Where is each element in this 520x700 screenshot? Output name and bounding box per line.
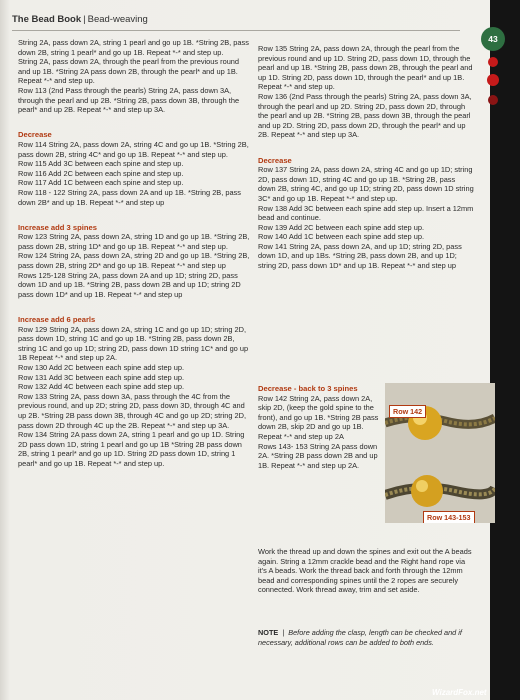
book-title: The Bead Book (12, 14, 82, 25)
row-136: Row 136 (2nd Pass through the pearls) String 2A, pass down 3A, through the pearl and up 2D. String 2D, pass down 2D, through the pearl and up 2B. *String 2B, pass down 3B, through the pearl and up 2D. String 2D, pass down 2D, through the pearl* and up 2B. Repeat *-* and step up 3A. (258, 91, 472, 140)
row-138: Row 138 Add 3C between each spine add step up. Insert a 12mm bead and continue. (258, 203, 474, 223)
row-134: Row 134 String 2A pass down 2A, string 1 pearl and go up 1D. String 2D pass down 1D, string 1 pearl and go up 1B *String 2B pass down 2B, string 1 pearl* and go up 1D. String 2D pass down 1D, string 1 pearl* and go up 1B. Repeat *-* and step up. (18, 430, 245, 468)
caption-row-143-153: Row 143-153 (423, 511, 475, 523)
row-131: Row 131 Add 3C between each spine add step up. (18, 372, 184, 382)
heading-increase-3: Increase add 3 spines (18, 222, 97, 232)
row-137: Row 137 String 2A, pass down 2A, string 4C and go up 1D; string 2D, pass down 1D, string 4C and go up 1B. *String 2B, pass down 2B, string 4C, and go up 1D; string 2D, pass down 1D string 3C* and go up 1B. Repeat *-* and step up. (258, 165, 474, 203)
note-text: Before adding the clasp, length can be checked and if necessary, additional rows can be added to both ends. (258, 628, 462, 647)
running-header (12, 14, 148, 25)
chapter-title: Bead-weaving (87, 14, 148, 25)
row-115: Row 115 Add 3C between each spine and step up. (18, 159, 184, 169)
beadwork-illustration (385, 383, 495, 523)
row-116: Row 116 Add 2C between each spine and step up. (18, 168, 184, 178)
caption-row-142: Row 142 (389, 405, 426, 418)
note-box: NOTE | Before adding the clasp, length can be checked and if necessary, additional rows can be added to both ends. (258, 628, 462, 647)
right-column-top (258, 44, 474, 271)
right-column-narrow (258, 384, 380, 470)
heading-decrease-3: Decrease - back to 3 spines (258, 384, 358, 393)
row-135: Row 135 String 2A, pass down 2A, through the pearl from the previous round and up 1D. String 2D, pass down 1D, through the pearl and up 1B. *String 2B, pass down 2B, through the pearl and up 1D. String 2D, pass down 1D, through the pearl* and up 1B. Repeat *-* and step up. (258, 44, 473, 92)
row-124: Row 124 String 2A, pass down 2A, string 2D and go up 1B. *String 2B, pass down 2B, string 2D* and go up 1B. Repeat *-* and step up (18, 251, 250, 271)
header-separator: | (83, 14, 86, 25)
heading-increase-6: Increase add 6 pearls (18, 315, 96, 325)
beadwork-photo (385, 383, 495, 523)
decor-dot-2 (487, 74, 499, 86)
header-rule (12, 30, 460, 31)
row-125: Rows 125-128 String 2A, pass down 2A and up 1D; string 2D, pass down 1D and up 1B. *String 2B, pass down 2B and up 1D; string 2D pass down 1D* and up 1B. Repeat *-* and step up (18, 270, 241, 299)
heading-decrease-2: Decrease (258, 155, 292, 165)
watermark: WizardFox.net (432, 688, 487, 697)
row-130: Row 130 Add 2C between each spine add step up. (18, 363, 184, 372)
row-114: Row 114 String 2A, pass down 2A, string 4C and go up 1B. *String 2B, pass down 2B, string 4C* and go up 1B. Repeat *-* and step up. (18, 139, 249, 159)
row-139: Row 139 Add 2C between each spine add step up. (258, 222, 424, 232)
row-129: Row 129 String 2A, pass down 2A, string 1C and go up 1D; string 2D, pass down 1D, string 1C and go up 1B. *String 2B, pass down 2B, string 1C and go up 1D; string 2D, pass down 1D string 1C* and go up 1B Repeat *-* and step up 2A. (18, 324, 249, 363)
decor-dot-3 (488, 95, 498, 105)
row-141: Row 141 String 2A, pass down 2A, and up 1D; string 2D, pass down 1D, and up 1Bs. *String 2B, pass down 2B, and up 1D; string 2D, pass down 1D* and up 1B. Repeat *-* and step up (258, 241, 462, 271)
row-142: Row 142 String 2A, pass down 2A, skip 2D, (keep the gold spine to the front), and go up 1B. *String 2B pass down 2B, skip 2D and go up 1B. Repeat *-* and step up 2A (258, 393, 379, 441)
row-113: Row 113 (2nd Pass through the pearls) String 2A, pass down 3A, through the pearl and up 2B. *String 2B, pass down 3B, through the pearl* and up 2B. Repeat *-* and step up 3A. (18, 85, 240, 115)
row-111: String 2A, pass down 2A, string 1 pearl and go up 1B. *String 2B, pass down 2B, string 1 pearl* and go up 1B. Repeat *-* and step up. (18, 38, 249, 57)
right-column-bottom (258, 547, 474, 595)
row-117: Row 117 Add 1C between each spine and step up. (18, 178, 184, 188)
row-133: Row 133 String 2A, pass down 3A, pass through the 4C from the previous round, and up 2D; string 2D, pass down 3D, through 4C and up 2B. *String 2B pass down 3B, through 4C and go up 2D; string 2D, pass down 2D through 4C up the 2B. Repeat *-* and step up 3A. (18, 391, 247, 430)
page-number: 43 (481, 27, 505, 51)
row-132: Row 132 Add 4C between each spine add step up. (18, 382, 184, 392)
side-strip (490, 0, 520, 700)
row-118: Row 118 - 122 String 2A, pass down 2A and up 1B. *String 2B, pass down 2B* and up 1B. Repeat *-* and step up (18, 187, 241, 207)
row-143: Rows 143- 153 String 2A pass down 2A. *String 2B pass down 2B and up 1B. Repeat *-* and step up 2A. (258, 441, 378, 470)
heading-decrease: Decrease (18, 130, 52, 140)
row-140: Row 140 Add 1C between each spine add step up. (258, 232, 424, 242)
row-123: Row 123 String 2A, pass down 2A, string 1D and go up 1B. *String 2B, pass down 2B, string 1D* and go up 1B. Repeat *-* and step up. (18, 232, 250, 251)
finishing-instructions: Work the thread up and down the spines and exit out the A beads again. String a 12mm crackle bead and the Right hand rope via it's A beads. Work the thread back and forth through the 12mm bead and corresponding spines until the 2 ropes are securely connected. Work thread away, trim and set aside. (258, 547, 472, 595)
row-112: String 2A, pass down 2A, through the pearl from the previous round and up 1B. *String 2A pass down 2B, through the pearl* and up 1B. Repeat *-* and step up. (18, 57, 240, 86)
note-label: NOTE (258, 628, 279, 637)
decor-dot-1 (488, 57, 498, 67)
left-column (18, 38, 250, 469)
